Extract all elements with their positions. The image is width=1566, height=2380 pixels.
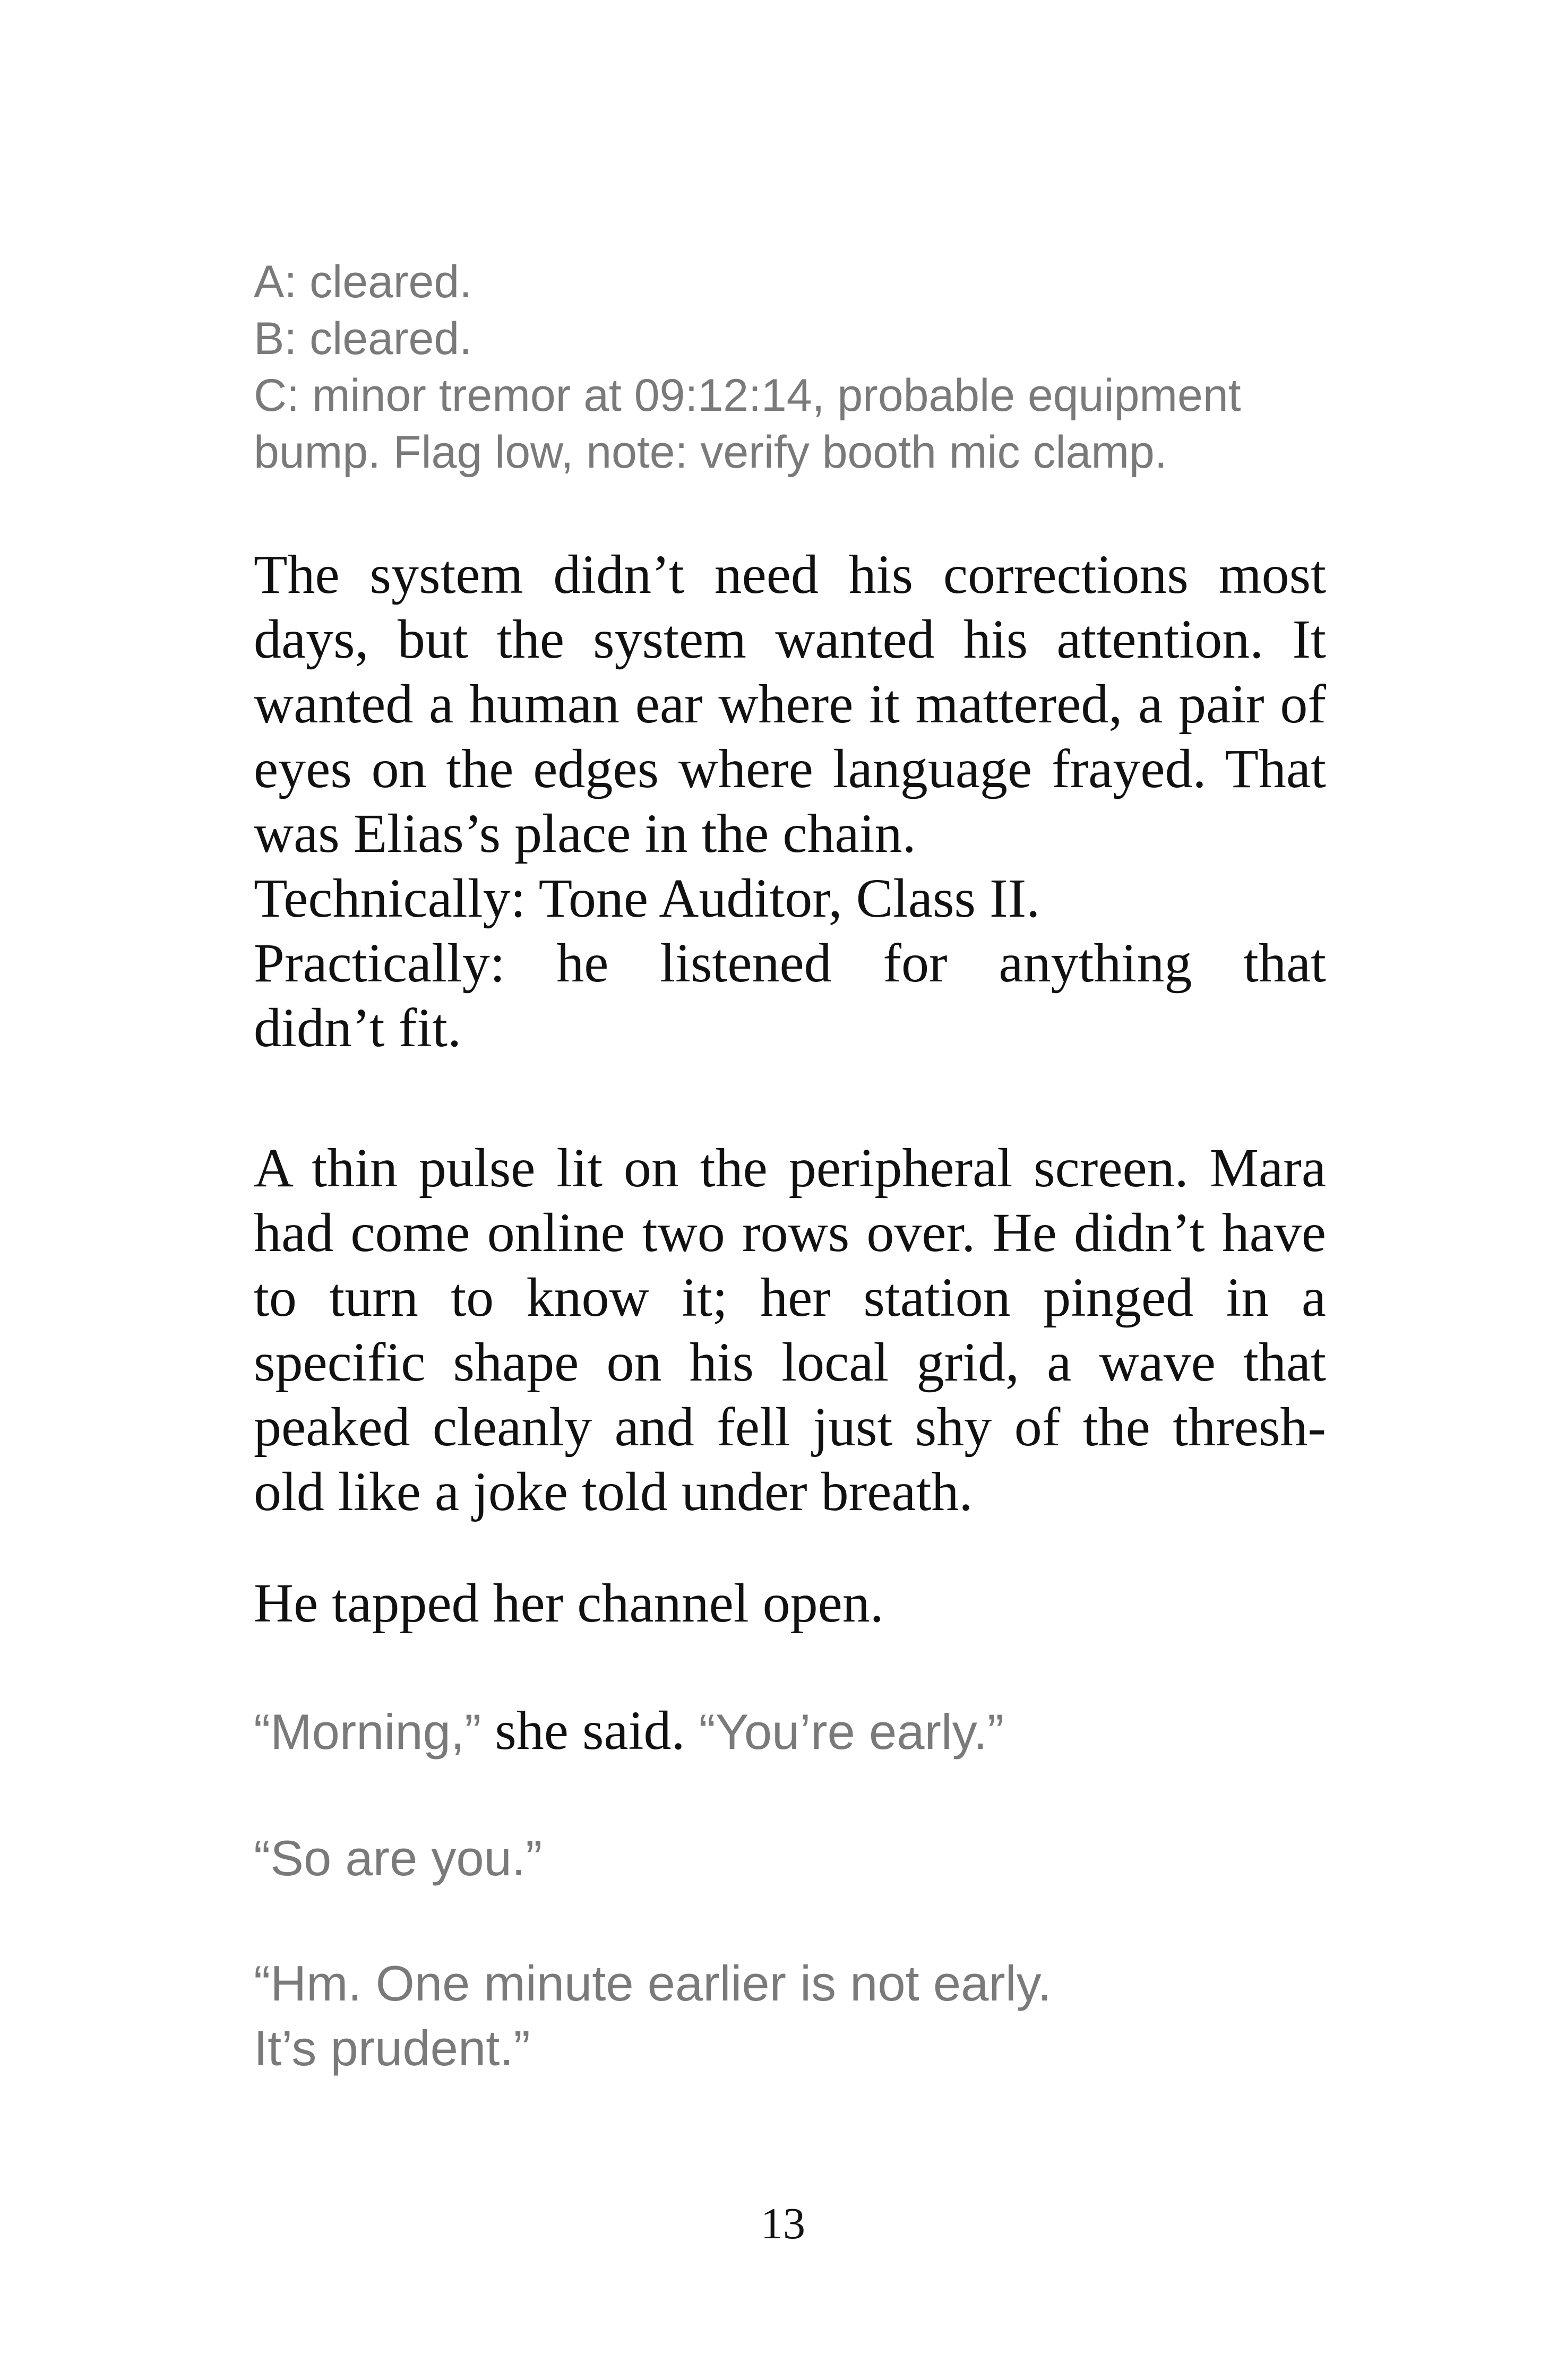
paragraph-system — [254, 542, 1326, 1060]
log-line-c-continued: bump. Flag low, note: verify booth mic clamp. — [254, 427, 1167, 478]
log-line-b: B: cleared. — [254, 313, 472, 364]
page-number: 13 — [761, 2199, 805, 2248]
dialogue-line: It’s prudent.” — [254, 2020, 530, 2076]
dialogue-morning — [254, 1698, 1326, 1764]
paragraph-system-technically: Technically: Tone Auditor, Class II. — [254, 868, 1040, 929]
paragraph-system-practically: Practically: he listened for anything that — [254, 933, 1326, 994]
paragraph-system-end: didn’t fit. — [254, 997, 461, 1058]
system-log — [254, 254, 1326, 481]
dialogue-quote: “You’re early.” — [699, 1704, 1004, 1760]
dialogue-attribution: she said. — [481, 1700, 699, 1761]
log-line-a: A: cleared. — [254, 256, 472, 307]
paragraph-system-body: The system didn’t need his corrections most days, but the system wanted his attention. It wanted a human ear where it mattered, a pair of eyes on the edges where language frayed. That was Elias’s place in the chain. — [254, 544, 1326, 864]
dialogue-so-are-you: “So are you.” — [254, 1830, 543, 1886]
paragraph-channel: He tapped her channel open. — [254, 1573, 884, 1634]
paragraph-pulse: A thin pulse lit on the peripheral screen. Mara had come online two rows over. He didn’t have to turn to know it; her station pinged in a specific shape on his local grid, a wave that peaked cleanly and fell just shy of the thresh-old like a joke told under breath. — [254, 1137, 1326, 1522]
dialogue-line: “Hm. One minute earlier is not early. — [254, 1955, 1052, 2011]
dialogue-quote: “Morning,” — [254, 1704, 481, 1760]
log-line-c: C: minor tremor at 09:12:14, probable equipment — [254, 370, 1241, 421]
dialogue-prudent — [254, 1951, 1326, 2081]
